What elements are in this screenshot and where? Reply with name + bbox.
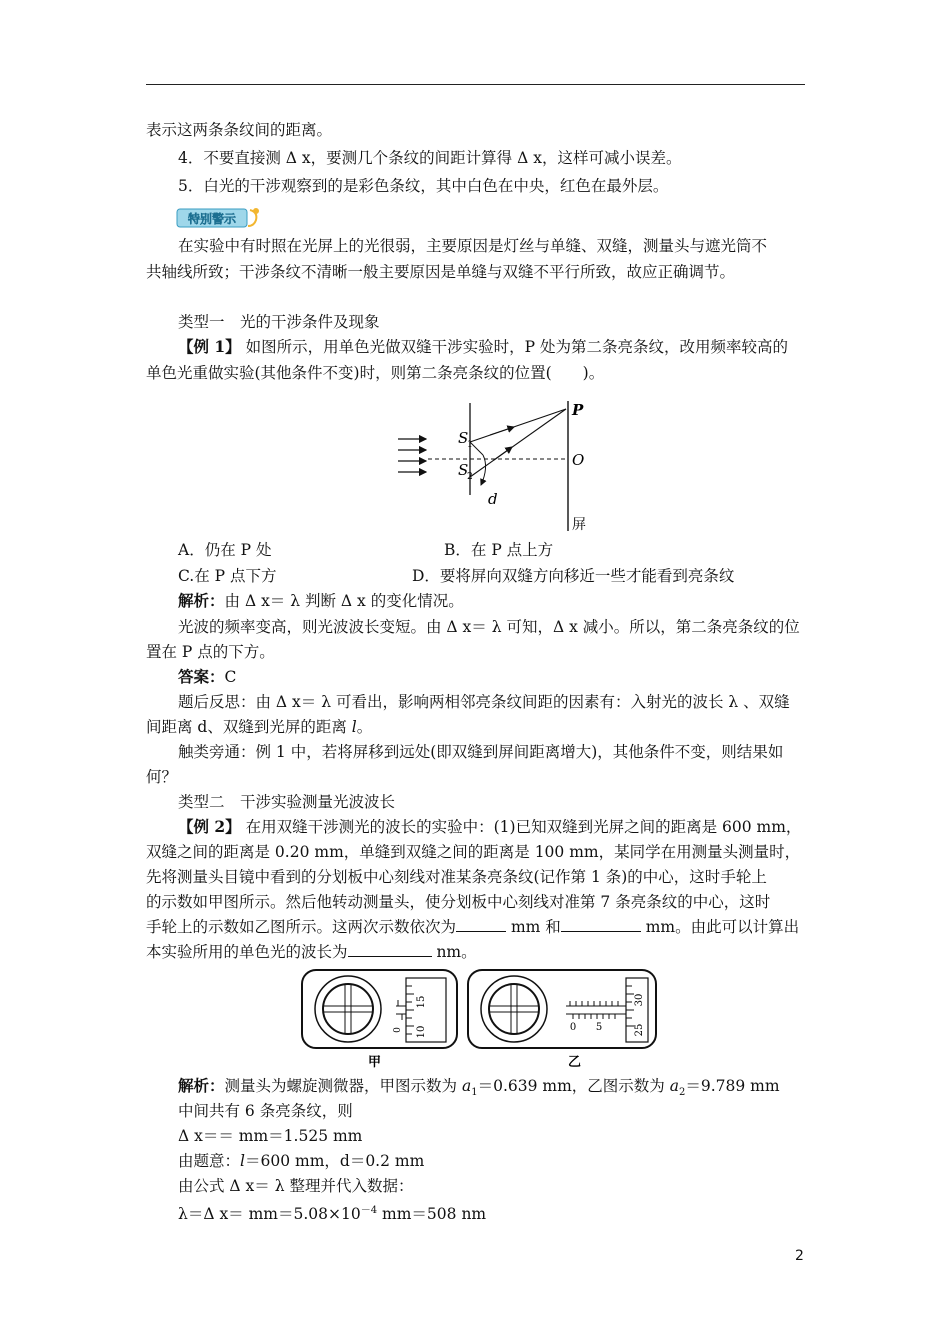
micrometer-readings-figure bbox=[300, 966, 660, 1072]
answer-blank-1 bbox=[456, 917, 506, 932]
option-d: D．要将屏向双缝方向移近一些才能看到亮条纹 bbox=[412, 567, 735, 585]
section-heading: 类型一 光的干涉条件及现象 bbox=[178, 313, 380, 331]
svg-text:O: O bbox=[572, 451, 585, 469]
svg-text:乙: 乙 bbox=[568, 1055, 582, 1070]
answer-blank-2 bbox=[561, 917, 641, 932]
special-warning-badge bbox=[176, 206, 266, 230]
option-a: A．仍在 P 处 bbox=[178, 541, 272, 559]
solution-line: 由题意：l＝600 mm，d＝0.2 mm bbox=[178, 1152, 425, 1170]
micrometer-yi bbox=[468, 970, 656, 1070]
svg-text:特别警示: 特别警示 bbox=[187, 212, 237, 226]
solution-line: Δ x＝＝ mm＝1.525 mm bbox=[178, 1127, 363, 1145]
incident-light-arrows bbox=[398, 439, 426, 472]
svg-text:1: 1 bbox=[467, 440, 473, 450]
example-2-line: 本实验所用的单色光的波长为 nm。 bbox=[146, 943, 477, 961]
option-b: B．在 P 点上方 bbox=[444, 541, 554, 559]
micrometer-jia bbox=[302, 970, 457, 1070]
analysis-line: 置在 P 点的下方。 bbox=[146, 643, 275, 661]
solution-line: λ＝Δ $x= mm=5.08\times 10^{-4}$ mm＝508 nm bbox=[178, 1205, 487, 1224]
reflection-line: 间距离 d、双缝到光屏的距离 l。 bbox=[146, 718, 373, 736]
example-1-line: 【例 1】 如图所示，用单色光做双缝干涉实验时，P 处为第二条亮条纹，改用频率较高的 bbox=[178, 337, 788, 356]
example-2-line: 先将测量头目镜中看到的分划板中心刻线对准某条亮条纹(记作第 1 条)的中心，这时手轮上 bbox=[146, 868, 767, 886]
svg-text:0: 0 bbox=[393, 1027, 403, 1033]
svg-text:15: 15 bbox=[416, 995, 427, 1009]
svg-text:5: 5 bbox=[595, 1022, 603, 1033]
d-arrow bbox=[481, 455, 486, 485]
svg-text:屏: 屏 bbox=[572, 517, 586, 533]
solution-line: 中间共有 6 条亮条纹，则 bbox=[178, 1102, 353, 1120]
example-2-line: 手轮上的示数如乙图所示。这两次示数依次为 mm 和 mm。由此可以计算出 bbox=[146, 918, 800, 936]
header-rule bbox=[146, 84, 805, 85]
solution-line: 解析：测量头为螺旋测微器，甲图示数为 $a_1=0.639$ mm，乙图示数为 $a_2=9.789$ mm bbox=[178, 1076, 780, 1099]
svg-text:S: S bbox=[458, 429, 469, 447]
text-line: 4．不要直接测 Δ x，要测几个条纹的间距计算得 Δ x，这样可减小误差。 bbox=[178, 149, 682, 167]
analysis-line: 解析：由 Δ x＝ λ 判断 Δ x 的变化情况。 bbox=[178, 591, 464, 610]
answer-blank-3 bbox=[348, 942, 432, 957]
page-number: 2 bbox=[795, 1248, 804, 1264]
ray-s1-p bbox=[470, 409, 566, 442]
svg-text:P: P bbox=[572, 401, 584, 419]
svg-text:25: 25 bbox=[634, 1023, 645, 1037]
extension-line: 触类旁通：例 1 中，若将屏移到远处(即双缝到屏间距离增大)，其他条件不变，则结果如 bbox=[178, 743, 784, 761]
svg-text:d: d bbox=[488, 490, 498, 508]
answer-line: 答案：C bbox=[178, 667, 237, 686]
option-c: C.在 P 点下方 bbox=[178, 567, 277, 585]
svg-text:S: S bbox=[458, 461, 469, 479]
extension-line: 何？ bbox=[146, 768, 178, 786]
text-line: 5．白光的干涉观察到的是彩色条纹，其中白色在中央，红色在最外层。 bbox=[178, 177, 669, 195]
example-2-line: 双缝之间的距离是 0.20 mm，单缝到双缝之间的距离是 100 mm，某同学在用测量头测量时， bbox=[146, 843, 801, 861]
reflection-line: 题后反思：由 Δ x＝ λ 可看出，影响两相邻亮条纹间距的因素有：入射光的波长 λ 、双缝 bbox=[178, 693, 790, 711]
analysis-line: 光波的频率变高，则光波波长变短。由 Δ x＝ λ 可知，Δ x 减小。所以，第二条亮条纹的位 bbox=[178, 618, 800, 636]
text-line: 在实验中有时照在光屏上的光很弱，主要原因是灯丝与单缝、双缝，测量头与遮光筒不 bbox=[178, 237, 768, 255]
example-2-line: 的示数如甲图所示。然后他转动测量头，使分划板中心刻线对准第 7 条亮条纹的中心，这时 bbox=[146, 893, 771, 911]
example-2-line: 【例 2】 在用双缝干涉测光的波长的实验中：(1)已知双缝到光屏之间的距离是 600 mm， bbox=[178, 817, 802, 836]
ray-s2-p bbox=[470, 409, 566, 477]
section-heading: 类型二 干涉实验测量光波波长 bbox=[178, 793, 396, 811]
solution-line: 由公式 Δ x＝ λ 整理并代入数据： bbox=[178, 1177, 414, 1195]
svg-text:0: 0 bbox=[569, 1022, 577, 1033]
svg-text:甲: 甲 bbox=[368, 1055, 382, 1070]
example-1-line: 单色光重做实验(其他条件不变)时，则第二条亮条纹的位置( )。 bbox=[146, 364, 605, 382]
svg-text:10: 10 bbox=[416, 1025, 427, 1039]
text-line: 表示这两条条纹间的距离。 bbox=[146, 121, 333, 139]
double-slit-diagram bbox=[390, 395, 610, 535]
svg-text:2: 2 bbox=[467, 472, 473, 482]
text-line: 共轴线所致；干涉条纹不清晰一般主要原因是单缝与双缝不平行所致，故应正确调节。 bbox=[146, 263, 736, 281]
svg-text:30: 30 bbox=[634, 993, 645, 1007]
